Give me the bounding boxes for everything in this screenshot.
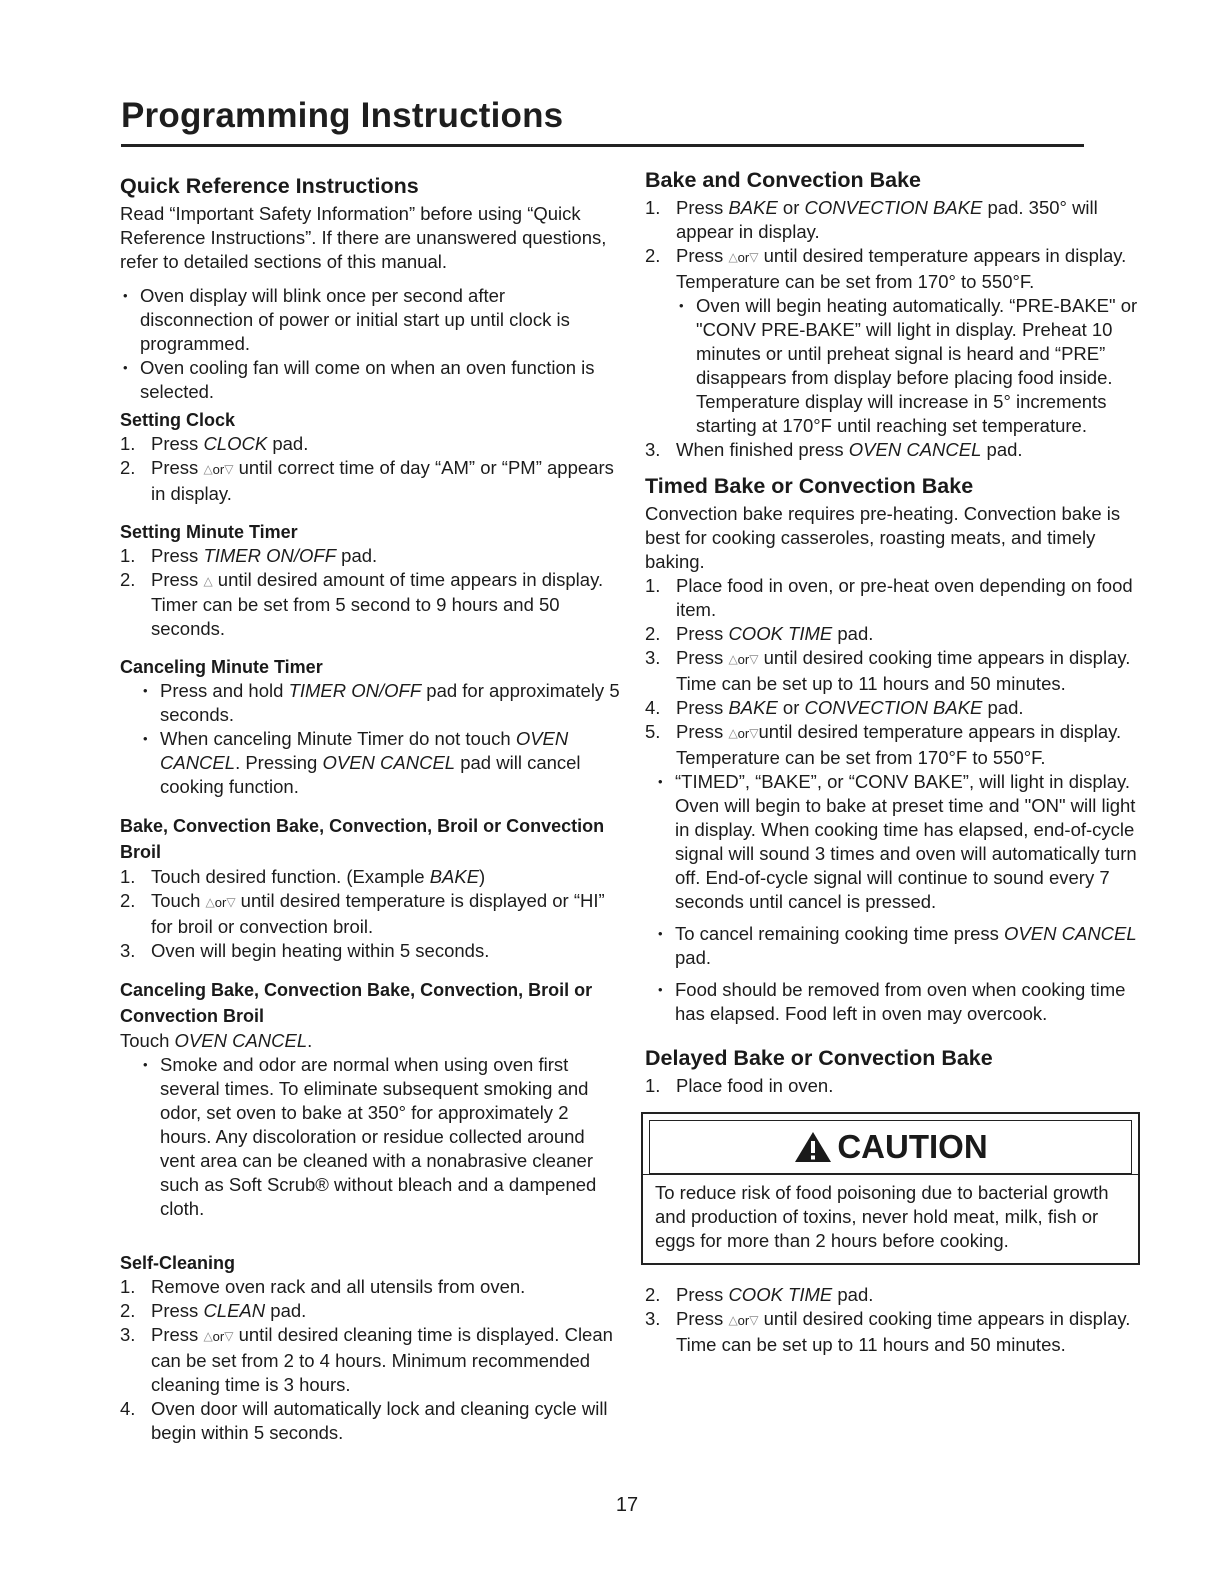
- list-item: • Press and hold TIMER ON/OFF pad for approximately 5 seconds.: [140, 679, 620, 727]
- caution-text: To reduce risk of food poisoning due to bacterial growth and production of toxins, never hold meat, milk, fish or eggs for more than 2 hours before cooking.: [643, 1174, 1138, 1263]
- list-item: 2. Press CLEAN pad.: [120, 1300, 307, 1321]
- step-number: 3.: [120, 940, 136, 961]
- down-arrow-icon: ▽: [749, 726, 759, 740]
- right-column: [645, 166, 1145, 1357]
- list-item: • To cancel remaining cooking time press OVEN CANCEL pad.: [655, 922, 1145, 970]
- timed-bake-heading: Timed Bake or Convection Bake: [645, 474, 974, 498]
- list-item: 2. Press COOK TIME pad.: [645, 623, 874, 644]
- cancel-bake-heading: Canceling Bake, Convection Bake, Convection, Broil or Convection Broil: [120, 980, 593, 1026]
- quick-reference-heading: Quick Reference Instructions: [120, 174, 419, 198]
- step-number: 3.: [120, 1324, 136, 1345]
- up-arrow-icon: △: [203, 462, 213, 476]
- list-item: 2. Touch △or▽ until desired temperature is displayed or “HI” for broil or convection broil.: [120, 890, 605, 937]
- up-arrow-icon: △: [203, 1329, 213, 1343]
- list-item: • Oven cooling fan will come on when an oven function is selected.: [120, 356, 620, 404]
- list-item: 2. Press △or▽ until correct time of day “AM” or “PM” appears in display.: [120, 457, 614, 504]
- minute-timer-heading: Setting Minute Timer: [120, 522, 298, 542]
- cancel-bake-touch: Touch OVEN CANCEL.: [120, 1030, 313, 1051]
- list-item: • Food should be removed from oven when cooking time has elapsed. Food left in oven may overcook.: [655, 978, 1145, 1026]
- list-item: 2. Press △or▽ until desired temperature appears in display. Temperature can be set from 170° to 550°F. • Oven will begin heating automatically. “PRE-BAKE" or "CONV PRE-BAKE” will light in display. Preheat 10 minutes or until preheat signal is heard and “PRE” disappears from display before placing food inside. Temperature display will increase in 5° increments starting at 170°F until reaching set temperature.: [645, 244, 1145, 438]
- bake-functions-section: [120, 813, 620, 963]
- list-item: • Oven display will blink once per second after disconnection of power or initial start up until clock is programmed.: [120, 284, 620, 356]
- warning-icon: [793, 1130, 833, 1164]
- quick-reference-intro: Read “Important Safety Information” before using “Quick Reference Instructions”. If there are unanswered questions, refer to detailed sections of this manual.: [120, 203, 607, 272]
- list-item: 2. Press COOK TIME pad.: [645, 1284, 874, 1305]
- list-item: 1. Touch desired function. (Example BAKE): [120, 866, 486, 887]
- up-arrow-icon: △: [728, 652, 738, 666]
- list-item: 1. Press CLOCK pad.: [120, 433, 309, 454]
- list-item: 5. Press △or▽until desired temperature appears in display. Temperature can be set from 170°F to 550°F.: [645, 721, 1122, 768]
- down-arrow-icon: ▽: [749, 652, 759, 666]
- caution-box: [641, 1112, 1140, 1265]
- delayed-bake-heading: Delayed Bake or Convection Bake: [645, 1046, 993, 1070]
- step-number: 4.: [645, 697, 661, 718]
- up-arrow-icon: △: [203, 574, 213, 588]
- timed-bake-section: [645, 472, 1145, 1026]
- self-cleaning-section: [120, 1251, 620, 1445]
- step-number: 1.: [645, 575, 661, 596]
- cancel-timer-heading: Canceling Minute Timer: [120, 657, 323, 677]
- list-item: 3. Press △or▽ until desired cooking time appears in display. Time can be set up to 11 hours and 50 minutes.: [645, 1308, 1131, 1355]
- list-item: 1. Press TIMER ON/OFF pad.: [120, 545, 378, 566]
- list-item: 3. Press △or▽ until desired cooking time appears in display. Time can be set up to 11 hours and 50 minutes.: [645, 647, 1131, 694]
- step-number: 2.: [645, 1284, 661, 1305]
- list-item: 1. Place food in oven, or pre-heat oven depending on food item.: [645, 575, 1133, 620]
- setting-clock-heading: Setting Clock: [120, 410, 236, 430]
- step-number: 2.: [645, 245, 661, 266]
- step-number: 1.: [120, 545, 136, 566]
- step-number: 2.: [120, 457, 136, 478]
- step-number: 2.: [120, 890, 136, 911]
- list-item: • When canceling Minute Timer do not touch OVEN CANCEL. Pressing OVEN CANCEL pad will cancel cooking function.: [140, 727, 620, 799]
- bake-functions-heading: Bake, Convection Bake, Convection, Broil or Convection Broil: [120, 816, 605, 862]
- down-arrow-icon: ▽: [749, 1313, 759, 1327]
- down-arrow-icon: ▽: [224, 1329, 234, 1343]
- page-title: Programming Instructions: [121, 96, 564, 135]
- list-item: • Oven will begin heating automatically. “PRE-BAKE" or "CONV PRE-BAKE” will light in display. Preheat 10 minutes or until preheat signal is heard and “PRE” disappears from display before placing food inside. Temperature display will increase in 5° increments starting at 170°F until reaching set temperature.: [676, 294, 1145, 438]
- list-item: 2. Press △ until desired amount of time appears in display. Timer can be set from 5 second to 9 hours and 50 seconds.: [120, 569, 604, 639]
- step-number: 1.: [120, 866, 136, 887]
- bake-convection-section: [645, 166, 1145, 462]
- up-arrow-icon: △: [728, 1313, 738, 1327]
- quick-reference-section: [120, 172, 620, 404]
- up-arrow-icon: △: [728, 250, 738, 264]
- cancel-timer-section: [120, 655, 620, 799]
- step-number: 1.: [645, 1075, 661, 1096]
- step-number: 3.: [645, 1308, 661, 1329]
- self-cleaning-heading: Self-Cleaning: [120, 1253, 236, 1273]
- delayed-bake-section: [645, 1044, 1145, 1357]
- step-number: 4.: [120, 1398, 136, 1419]
- setting-clock-section: [120, 408, 620, 506]
- list-item: 3. Oven will begin heating within 5 seconds.: [120, 940, 490, 961]
- caution-title: CAUTION: [837, 1128, 988, 1165]
- title-rule: [121, 144, 1084, 147]
- list-item: 1. Remove oven rack and all utensils from oven.: [120, 1276, 526, 1297]
- step-number: 3.: [645, 439, 661, 460]
- quick-reference-bullets: [120, 284, 620, 404]
- list-item: 3. Press △or▽ until desired cleaning time is displayed. Clean can be set from 2 to 4 hours. Minimum recommended cleaning time is 3 hours.: [120, 1324, 613, 1395]
- step-number: 3.: [645, 647, 661, 668]
- timed-bake-intro: Convection bake requires pre-heating. Convection bake is best for cooking casseroles, roasting meats, and timely baking.: [645, 503, 1121, 572]
- list-item: 4. Oven door will automatically lock and cleaning cycle will begin within 5 seconds.: [120, 1398, 608, 1443]
- page-number: 17: [615, 1494, 639, 1516]
- minute-timer-section: [120, 520, 620, 641]
- down-arrow-icon: ▽: [749, 250, 759, 264]
- list-item: 1. Place food in oven.: [645, 1075, 834, 1096]
- list-item: • Smoke and odor are normal when using oven first several times. To eliminate subsequent smoking and odor, set oven to bake at 350° for approximately 2 hours. Any discoloration or residue collected around vent area can be cleaned with a nonabrasive cleaner such as Soft Scrub® without bleach and a dampened cloth.: [140, 1053, 620, 1221]
- down-arrow-icon: ▽: [226, 895, 236, 909]
- up-arrow-icon: △: [728, 726, 738, 740]
- list-item: 4. Press BAKE or CONVECTION BAKE pad.: [645, 697, 1024, 718]
- list-item: • “TIMED”, “BAKE”, or “CONV BAKE”, will light in display. Oven will begin to bake at preset time and "ON" will light in display. When cooking time has elapsed, end-of-cycle signal will sound 3 times and oven will automatically turn off. End-of-cycle signal will continue to sound every 7 seconds until cancel is pressed.: [655, 770, 1145, 914]
- left-column: [120, 166, 620, 1445]
- step-number: 1.: [120, 1276, 136, 1297]
- cancel-bake-section: [120, 977, 620, 1221]
- list-item: 1. Press BAKE or CONVECTION BAKE pad. 350° will appear in display.: [645, 197, 1098, 242]
- step-number: 5.: [645, 721, 661, 742]
- step-number: 1.: [120, 433, 136, 454]
- step-number: 2.: [120, 1300, 136, 1321]
- caution-header: [649, 1120, 1132, 1174]
- up-arrow-icon: △: [205, 895, 215, 909]
- step-number: 2.: [120, 569, 136, 590]
- list-item: 3. When finished press OVEN CANCEL pad.: [645, 439, 1023, 460]
- step-number: 1.: [645, 197, 661, 218]
- bake-convection-heading: Bake and Convection Bake: [645, 168, 922, 192]
- down-arrow-icon: ▽: [224, 462, 234, 476]
- step-number: 2.: [645, 623, 661, 644]
